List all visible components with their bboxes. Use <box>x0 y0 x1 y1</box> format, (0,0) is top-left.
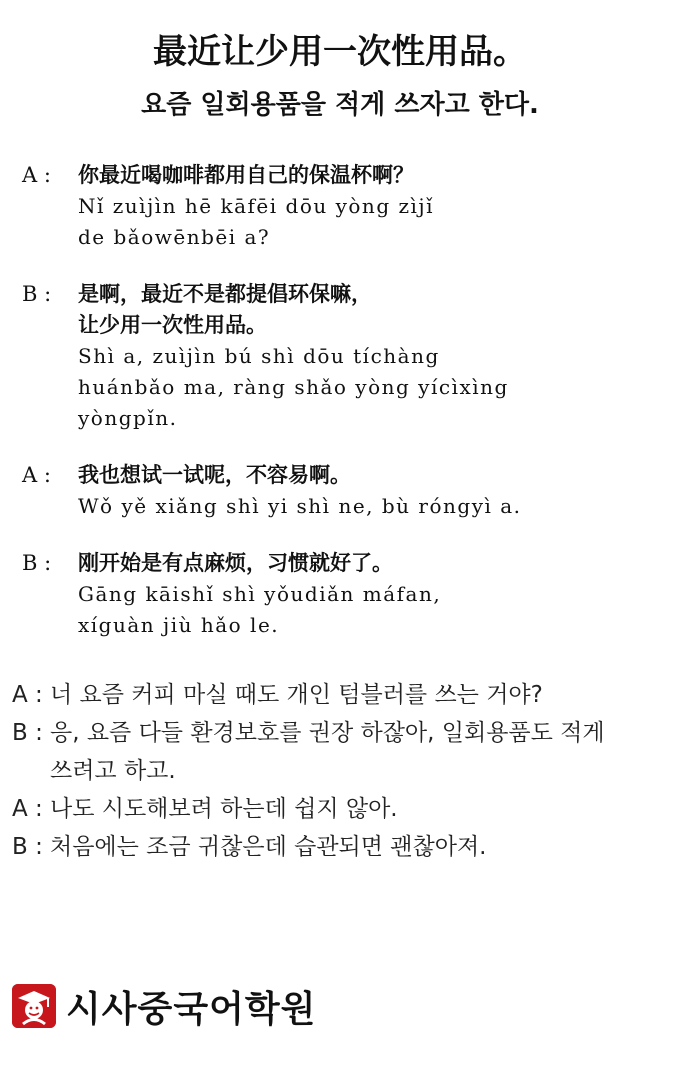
speaker-label: A : <box>12 682 43 708</box>
speaker-label: A : <box>22 463 51 487</box>
speaker-label: B : <box>12 720 43 746</box>
academy-logo-icon <box>12 984 56 1028</box>
pinyin-line: Wǒ yě xiǎng shì yi shì ne, bù róngyì a. <box>78 494 522 518</box>
translation-text: 너 요즘 커피 마실 때도 개인 텀블러를 쓰는 거야? <box>50 682 543 708</box>
translation-line <box>12 714 672 752</box>
speaker-label: A : <box>12 796 43 822</box>
pinyin-line: Shì a, zuìjìn bú shì dōu tíchàng <box>78 344 440 368</box>
speaker-label: B : <box>22 551 52 575</box>
pinyin-line: huánbǎo ma, ràng shǎo yòng yícìxìng <box>78 375 509 399</box>
translation-line <box>12 676 672 714</box>
chinese-dialogue <box>22 160 662 667</box>
hanzi-line: 我也想试一试呢，不容易啊。 <box>78 463 351 487</box>
pinyin-line: Nǐ zuìjìn hē kāfēi dōu yòng zìjǐ <box>78 194 435 218</box>
pinyin-line: yòngpǐn. <box>78 406 178 430</box>
translation-line <box>12 790 672 828</box>
translation-text: 처음에는 조금 귀찮은데 습관되면 괜찮아져. <box>50 834 487 860</box>
pinyin-line: Gāng kāishǐ shì yǒudiǎn máfan, <box>78 582 442 606</box>
hanzi-line: 你最近喝咖啡都用自己的保温杯啊？ <box>78 163 414 187</box>
translation-text: 응, 요즘 다들 환경보호를 권장 하잖아, 일회용품도 적게 <box>50 720 605 746</box>
translation-line <box>12 828 672 866</box>
translation-line <box>12 752 672 790</box>
translation-text: 쓰려고 하고. <box>50 758 176 784</box>
dialogue-turn <box>22 160 662 253</box>
page-title: 最近让少用一次性用品。 <box>153 32 527 72</box>
speaker-label: A : <box>22 163 51 187</box>
pinyin-line: de bǎowēnbēi a? <box>78 225 271 249</box>
speaker-label: B : <box>22 282 52 306</box>
dialogue-turn <box>22 279 662 434</box>
dialogue-turn <box>22 548 662 641</box>
pinyin-line: xíguàn jiù hǎo le. <box>78 613 280 637</box>
korean-translation <box>12 676 672 866</box>
dialogue-turn <box>22 460 662 522</box>
academy-name: 시사중국어학원 <box>66 988 317 1030</box>
hanzi-line: 让少用一次性用品。 <box>78 313 267 337</box>
hanzi-line: 刚开始是有点麻烦，习惯就好了。 <box>78 551 393 575</box>
page-subtitle: 요즘 일회용품을 적게 쓰자고 한다. <box>141 90 539 120</box>
speaker-label: B : <box>12 834 43 860</box>
academy-logo <box>12 983 316 1029</box>
translation-text: 나도 시도해보려 하는데 쉽지 않아. <box>50 796 398 822</box>
hanzi-line: 是啊，最近不是都提倡环保嘛， <box>78 282 372 306</box>
